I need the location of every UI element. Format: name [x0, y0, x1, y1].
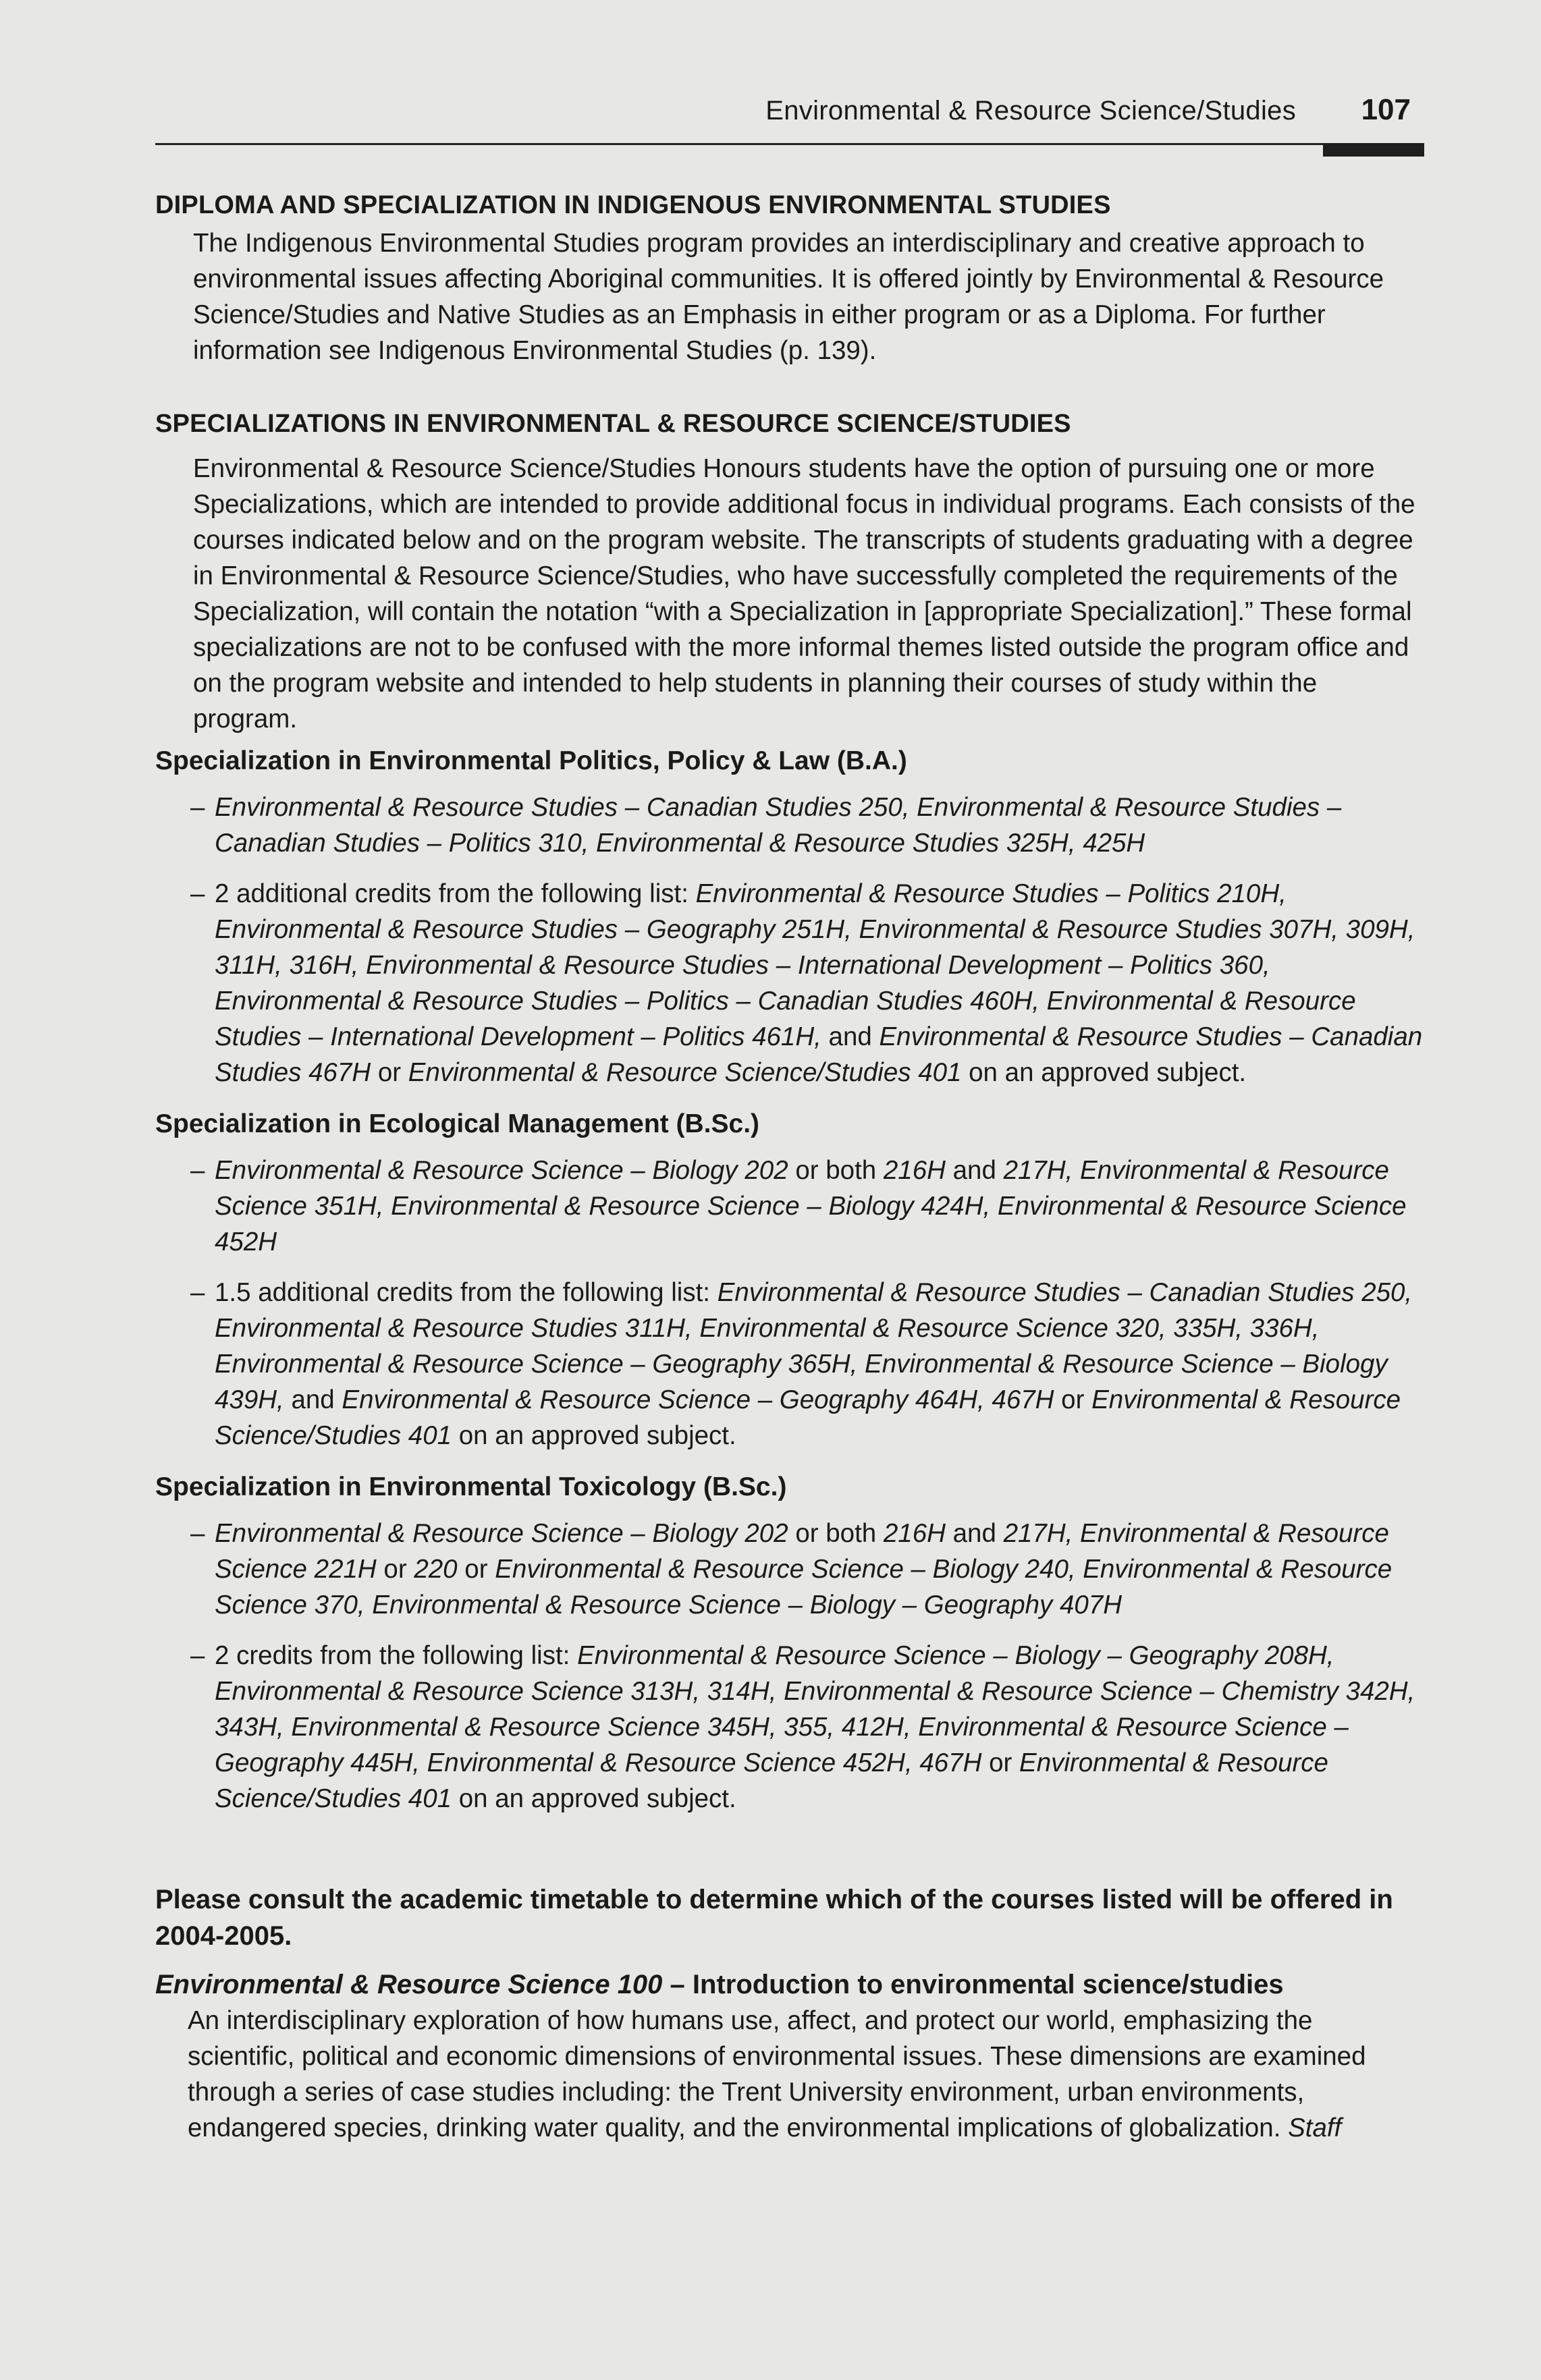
course-list: 217H, Environmental & Resource Science 221H: [215, 1519, 1389, 1584]
conjunction: or: [1054, 1385, 1092, 1414]
requirement-tail: on an approved subject.: [452, 1784, 736, 1813]
requirement-item: [190, 790, 1424, 861]
dash: –: [190, 879, 205, 908]
dash: –: [190, 1156, 205, 1185]
header-rule: [155, 143, 1424, 145]
course-description-text: An interdisciplinary exploration of how humans use, affect, and protect our world, emphasizing the scientific, political and economic dimensions of environmental issues. These dimensions are examined through a series of case studies including: the Trent University environment, urban environments, endangered species, drinking water quality, and the environmental implications of globalization.: [188, 2006, 1366, 2142]
course-list: Environmental & Resource Studies – Canadian Studies 250, Environmental & Resource Studies – Canadian Studies – Politics 310, Environmental & Resource Studies 325H, 425H: [215, 793, 1342, 858]
course-list: Environmental & Resource Science – Biology 202: [215, 1156, 788, 1185]
course-list: 216H: [883, 1156, 946, 1185]
running-header: [155, 88, 1424, 142]
course-list: Environmental & Resource Science/Studies 401: [408, 1058, 962, 1087]
conjunction: and: [821, 1022, 880, 1051]
course-description: [188, 2003, 1424, 2146]
conjunction: or: [457, 1555, 495, 1584]
requirement-item: [190, 1516, 1424, 1623]
header-section-name: Environmental & Resource Science/Studies: [765, 96, 1296, 126]
requirement-lead: 2 credits from the following list:: [215, 1641, 578, 1670]
header-rule-tab: [1323, 143, 1424, 157]
course-list: 220: [414, 1555, 458, 1584]
course-title: Introduction to environmental science/studies: [692, 1970, 1284, 1999]
course-list: Environmental & Resource Science – Biology 240, Environmental & Resource Science 370, Environmental & Resource Science – Biology – Geography 407H: [215, 1555, 1393, 1620]
conjunction: and: [945, 1156, 1004, 1185]
requirement-item: [190, 1275, 1424, 1454]
spec-politics-requirements: [155, 790, 1424, 1090]
conjunction: or: [376, 1555, 414, 1584]
course-code: Environmental & Resource Science 100: [155, 1970, 663, 1999]
requirement-tail: on an approved subject.: [961, 1058, 1247, 1087]
course-list: Environmental & Resource Science – Geography 464H, 467H: [342, 1385, 1054, 1414]
specializations-heading: SPECIALIZATIONS IN ENVIRONMENTAL & RESOURCE SCIENCE/STUDIES: [155, 410, 1071, 438]
course-separator: –: [662, 1970, 693, 1999]
course-list: Environmental & Resource Science – Biology 202: [215, 1519, 788, 1548]
course-list: Environmental & Resource Studies – Canadian Studies 467H: [215, 1022, 1423, 1087]
conjunction: or both: [788, 1156, 884, 1185]
conjunction: and: [945, 1519, 1004, 1548]
dash: –: [190, 1278, 205, 1307]
course-heading: [155, 1966, 1424, 2003]
dash: –: [190, 1641, 205, 1670]
requirement-item: [190, 1638, 1424, 1817]
conjunction: or both: [788, 1519, 884, 1548]
spec-toxicology-requirements: [155, 1516, 1424, 1817]
course-list: Environmental & Resource Studies – Canadian Studies 250, Environmental & Resource Studies 311H, Environmental & Resource Science 320, 335H, 336H, Environmental & Resource Science – Geography 365H, Environmental & Resource Science – Biology 439H,: [215, 1278, 1413, 1414]
dash: –: [190, 1519, 205, 1548]
spec-ecology-requirements: [155, 1153, 1424, 1454]
course-instructor: Staff: [1288, 2113, 1342, 2142]
conjunction: or: [981, 1748, 1020, 1777]
page-content: [155, 188, 1424, 2146]
course-list: Environmental & Resource Studies – Politics 210H, Environmental & Resource Studies – Geography 251H, Environmental & Resource Studies 307H, 309H, 311H, 316H, Environmental & Resource Studies – International Development – Politics 360, Environmental & Resource Studies – Politics – Canadian Studies 460H, Environmental & Resource Studies – International Development – Politics 461H,: [215, 879, 1415, 1051]
course-list: Environmental & Resource Science/Studies 401: [215, 1385, 1401, 1450]
conjunction: or: [371, 1058, 408, 1087]
requirement-tail: on an approved subject.: [452, 1421, 736, 1450]
dash: –: [190, 793, 205, 822]
requirement-item: [190, 1153, 1424, 1260]
conjunction: and: [283, 1385, 342, 1414]
page-number: 107: [1361, 93, 1411, 126]
course-list: 216H: [883, 1519, 946, 1548]
requirement-item: [190, 876, 1424, 1090]
requirement-lead: 1.5 additional credits from the following list:: [215, 1278, 718, 1307]
spec-politics-title: Specialization in Environmental Politics, Policy & Law (B.A.): [155, 746, 907, 775]
spec-toxicology-title: Specialization in Environmental Toxicology (B.Sc.): [155, 1472, 787, 1501]
spec-ecology-title: Specialization in Ecological Management (B.Sc.): [155, 1109, 760, 1138]
requirement-lead: 2 additional credits from the following list:: [215, 879, 696, 908]
diploma-paragraph: The Indigenous Environmental Studies program provides an interdisciplinary and creative approach to environmental issues affecting Aboriginal communities. It is offered jointly by Environmental & Resource Science/Studies and Native Studies as an Emphasis in either program or as a Diploma. For further information see Indigenous Environmental Studies (p. 139).: [193, 229, 1384, 365]
course-list: 217H, Environmental & Resource Science 351H, Environmental & Resource Science – Biology 424H, Environmental & Resource Science 452H: [215, 1156, 1407, 1256]
diploma-heading: DIPLOMA AND SPECIALIZATION IN INDIGENOUS ENVIRONMENTAL STUDIES: [155, 191, 1111, 219]
specializations-paragraph: Environmental & Resource Science/Studies Honours students have the option of pursuing one or more Specializations, which are intended to provide additional focus in individual programs. Each consists of the courses indicated below and on the program website. The transcripts of students graduating with a degree in Environmental & Resource Science/Studies, who have successfully completed the requirements of the Specialization, will contain the notation “with a Specialization in [appropriate Specialization].” These formal specializations are not to be confused with the more informal themes listed outside the program office and on the program website and intended to help students in planning their courses of study within the program.: [193, 454, 1415, 734]
course-list: Environmental & Resource Science/Studies 401: [215, 1748, 1328, 1813]
course-list: Environmental & Resource Science – Biology – Geography 208H, Environmental & Resource Science 313H, 314H, Environmental & Resource Science – Chemistry 342H, 343H, Environmental & Resource Science 345H, 355, 412H, Environmental & Resource Science – Geography 445H, Environmental & Resource Science 452H, 467H: [215, 1641, 1415, 1777]
timetable-notice: Please consult the academic timetable to determine which of the courses listed will be offered in 2004-2005.: [155, 1885, 1393, 1951]
